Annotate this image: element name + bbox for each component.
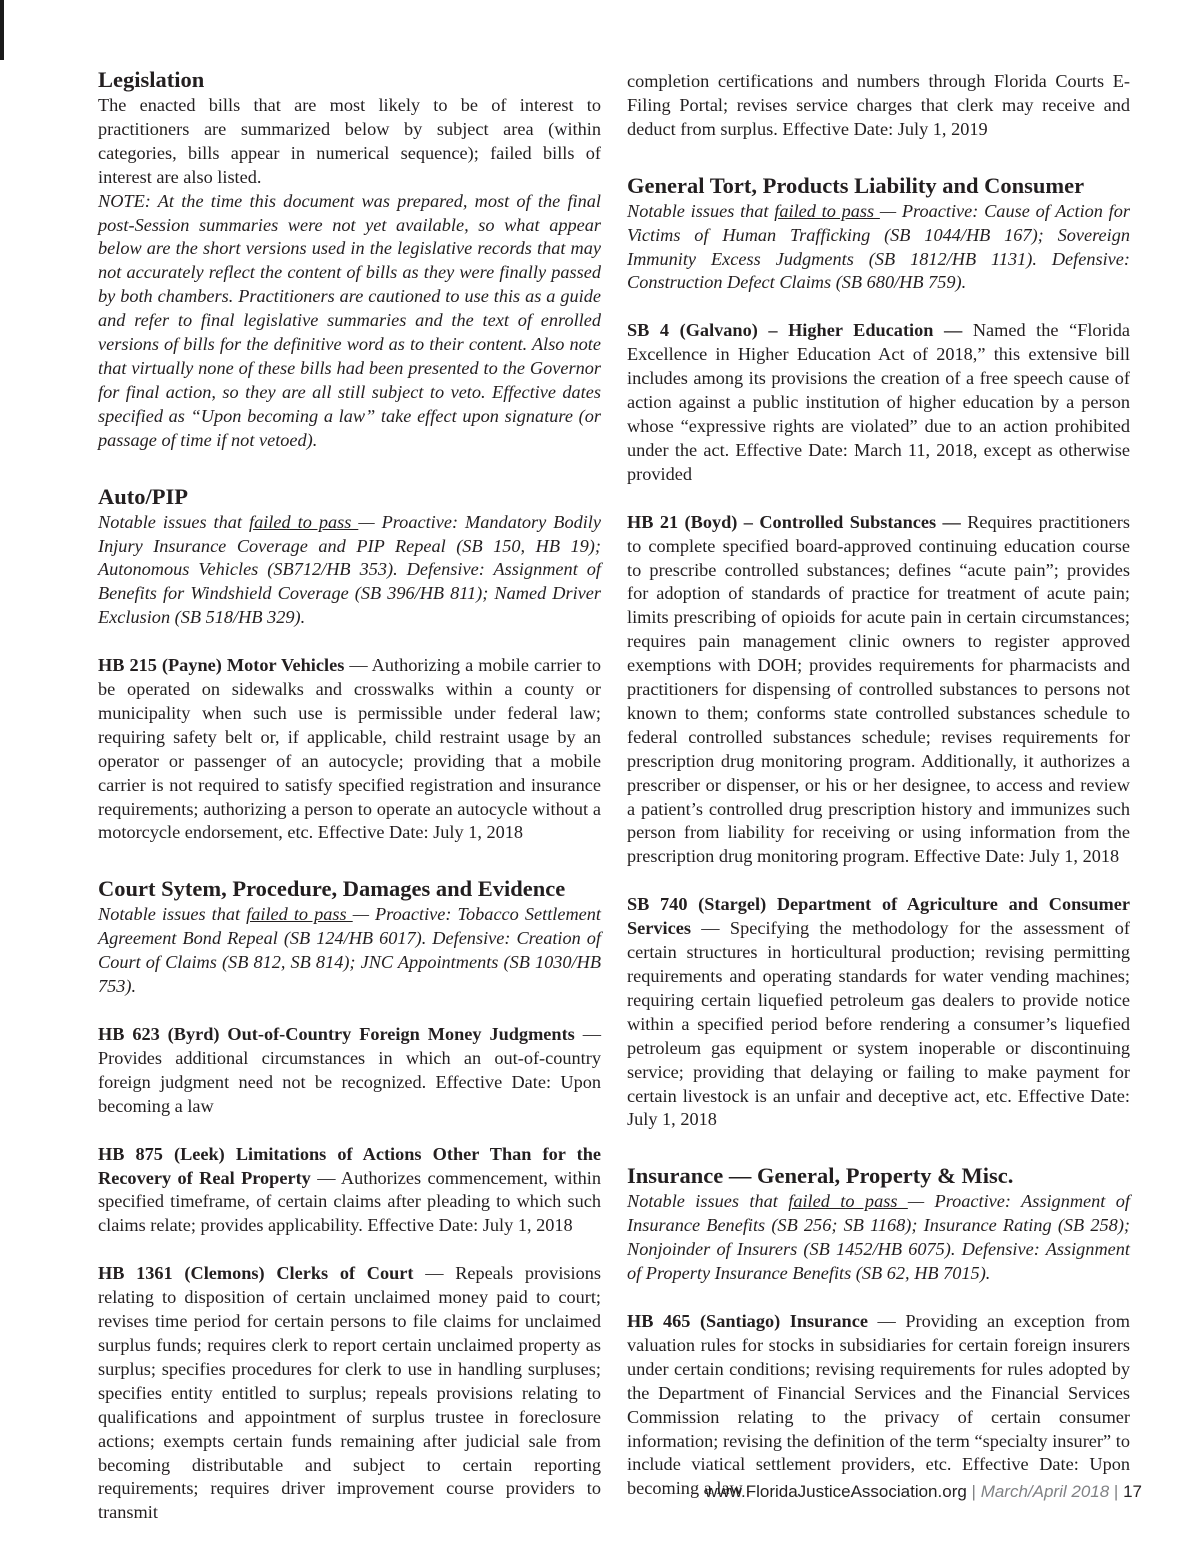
continued-entry-text: completion certifications and numbers through Florida Courts E-Filing Portal; revises service charges that clerk may receive and deduct from surplus. Effective Date: July 1, 2019 <box>627 71 1130 139</box>
footer-issue-date: March/April 2018 <box>980 1482 1110 1501</box>
page-number: 17 <box>1123 1482 1142 1501</box>
bill-title: HB 215 (Payne) Motor Vehicles <box>98 655 345 676</box>
bill-entry-hb215 <box>98 654 601 845</box>
bill-summary: — Provides additional circumstances in which an out-of-country foreign judgment need not be recognized. Effective Date: Upon becoming a law <box>98 1024 601 1116</box>
bill-entry-sb4 <box>627 319 1130 486</box>
court-system-heading: Court Sytem, Procedure, Damages and Evidence <box>98 876 566 902</box>
bill-title: HB 1361 (Clemons) Clerks of Court <box>98 1263 414 1284</box>
page-edge-bar <box>0 0 4 60</box>
bill-summary: Requires practitioners to complete specified board-approved continuing education course to prescribe controlled substances; defines “acute pain”; provides for adoption of standards of practice for treatment of acute pain; limits prescribing of opioids for acute pain in certain circumstances; requires pain management clinic owners to register approved exemptions with DOH; provides requirements for pharmacists and practitioners for dispensing of controlled substances to persons not known to them; conforms state controlled substances schedule to federal controlled substances schedule; revises requirements for prescription drug monitoring program. Additionally, it authorizes a prescriber or dispenser, or his or her designee, to access and review a patient’s controlled drug prescription history and immunizes such person from liability for receiving or using information from the prescription drug monitoring program. Effective Date: July 1, 2018 <box>627 511 1130 867</box>
legislation-heading: Legislation <box>98 67 205 92</box>
general-tort-heading: General Tort, Products Liability and Consumer <box>627 172 1085 198</box>
bill-entry-hb1361 <box>98 1262 601 1525</box>
bill-summary: — Providing an exception from valuation rules for stocks in subsidiaries for certain foreign insurers under certain conditions; revising requirements for rules adopted by the Department of Financial Services and the Financial Services Commission relating to the privacy of certain consumer information; revising the definition of the term “specialty insurer” to include viatical settlement providers, etc. Effective Date: Upon becoming a law <box>627 1310 1131 1499</box>
bill-summary: — Authorizes commencement, within specified timeframe, of certain claims after pleading to which such claims relate; provides applicability. Effective Date: July 1, 2018 <box>98 1167 601 1236</box>
bill-entry-hb623 <box>98 1023 601 1119</box>
page-footer <box>705 1482 1142 1502</box>
bill-summary: — Repeals provisions relating to disposition of certain unclaimed money paid to court; revises time period for certain persons to file claims for unclaimed surplus funds; requires clerk to report certain unclaimed property as surplus; specifies procedures for clerk to use in handling surpluses; specifies entity entitled to surplus; repeals provisions relating to qualifications and appointment of surplus trustee in foreclosure actions; exempts certain funds remaining after judicial sale from becoming distributable and subject to certain reporting requirements; requires driver improvement course providers to transmit <box>98 1263 601 1523</box>
bill-title: HB 875 (Leek) Limitations of Actions Other Than for the Recovery of Real Property <box>98 1143 601 1188</box>
bill-title: HB 21 (Boyd) – Controlled Substances — <box>627 511 961 532</box>
bill-summary: — Specifying the methodology for the assessment of certain structures in horticultural production; revising permitting requirements and operating standards for water vending machines; requiring certain liquefied petroleum gas dealers to provide notice within a specified period before rendering a consumer’s liquefied petroleum gas equipment or system inoperable or discontinuing service; providing that delaying or failing to make payment for certain livestock is an unfair and deceptive act, etc. Effective Date: July 1, 2018 <box>627 918 1130 1130</box>
failed-to-pass-label: failed to pass <box>248 511 359 532</box>
bill-title: HB 465 (Santiago) Insurance <box>627 1310 868 1331</box>
bill-entry-sb740 <box>627 893 1130 1132</box>
bill-title: SB 740 (Stargel) Department of Agriculture and Consumer Services <box>627 894 1130 939</box>
auto-pip-heading: Auto/PIP <box>98 483 188 509</box>
bill-title: HB 623 (Byrd) Out-of-Country Foreign Money Judgments <box>98 1024 575 1044</box>
tort-failed-note: Notable issues that failed to pass — Proactive: Cause of Action for Victims of Human Trafficking (SB 1044/HB 167); Sovereign Immunity Excess Judgments (SB 1812/HB 1131). Defensive: Construction Defect Claims (SB 680/HB 759). <box>627 200 1131 293</box>
failed-to-pass-label: failed to pass <box>788 1191 908 1212</box>
legislation-note: NOTE: At the time this document was prepared, most of the final post-Session summaries were not yet available, so what appear below are the short versions used in the legislative records that may not accurately reflect the content of bills as they were finally passed by both chambers. Practitioners are cautioned to use this as a guide and refer to final legislative summaries and the text of enrolled versions of bills for the definitive word as to their content. Also note that virtually none of these bills had been presented to the Governor for final action, so they are all still subject to veto. Effective dates specified as “Upon becoming a law” take effect upon signature (or passage of time if not vetoed). <box>98 190 601 450</box>
left-column <box>98 66 601 1525</box>
bill-entry-hb875 <box>98 1143 601 1239</box>
right-column <box>627 70 1130 1501</box>
bill-summary: — Authorizing a mobile carrier to be operated on sidewalks and crosswalks within a county or municipality when such use is permissible under federal law; requiring safety belt or, if applicable, child restraint usage by an operator or passenger of an autocycle; providing that a mobile carrier is not required to satisfy specified registration and insurance requirements; authorizing a person to operate an autocycle without a motorcycle endorsement, etc. Effective Date: July 1, 2018 <box>98 655 601 843</box>
legislation-intro: The enacted bills that are most likely to be of interest to practitioners are summarized below by subject area (within categories, bills appear in numerical sequence); failed bills of interest are also listed. <box>98 95 601 187</box>
insurance-failed-note: Notable issues that failed to pass — Proactive: Assignment of Insurance Benefits (SB 256; SB 1168); Insurance Rating (SB 258); Nonjoinder of Insurers (SB 1452/HB 6075). Defensive: Assignment of Property Insurance Benefits (SB 62, HB 7015). <box>627 1191 1131 1284</box>
footer-separator: | <box>1109 1482 1124 1501</box>
auto-pip-failed-note: Notable issues that failed to pass — Proactive: Mandatory Bodily Injury Insurance Coverage and PIP Repeal (SB 150, HB 19); Autonomous Vehicles (SB712/HB 353). Defensive: Assignment of Benefits for Windshield Coverage (SB 396/HB 811); Named Driver Exclusion (SB 518/HB 329). <box>98 511 601 628</box>
bill-entry-hb465 <box>627 1310 1130 1501</box>
insurance-heading: Insurance — General, Property & Misc. <box>627 1163 1014 1189</box>
bill-entry-hb21 <box>627 511 1130 870</box>
failed-to-pass-label: failed to pass <box>774 200 880 221</box>
footer-website-link[interactable]: www.FloridaJusticeAssociation.org <box>705 1482 967 1501</box>
bill-title: SB 4 (Galvano) – Higher Education — <box>627 320 963 341</box>
bill-summary: Named the “Florida Excellence in Higher Education Act of 2018,” this extensive bill includes among its provisions the creation of a free speech cause of action against a public institution of higher education by a person whose “expressive rights are violated” due to an action prohibited under the act. Effective Date: March 11, 2018, except as otherwise provided <box>627 320 1130 484</box>
footer-separator: | <box>966 1482 981 1501</box>
failed-to-pass-label: failed to pass <box>246 904 353 925</box>
court-failed-note: Notable issues that failed to pass — Proactive: Tobacco Settlement Agreement Bond Repeal (SB 124/HB 6017). Defensive: Creation of Court of Claims (SB 812, SB 814); JNC Appointments (SB 1030/HB 753). <box>98 904 602 997</box>
